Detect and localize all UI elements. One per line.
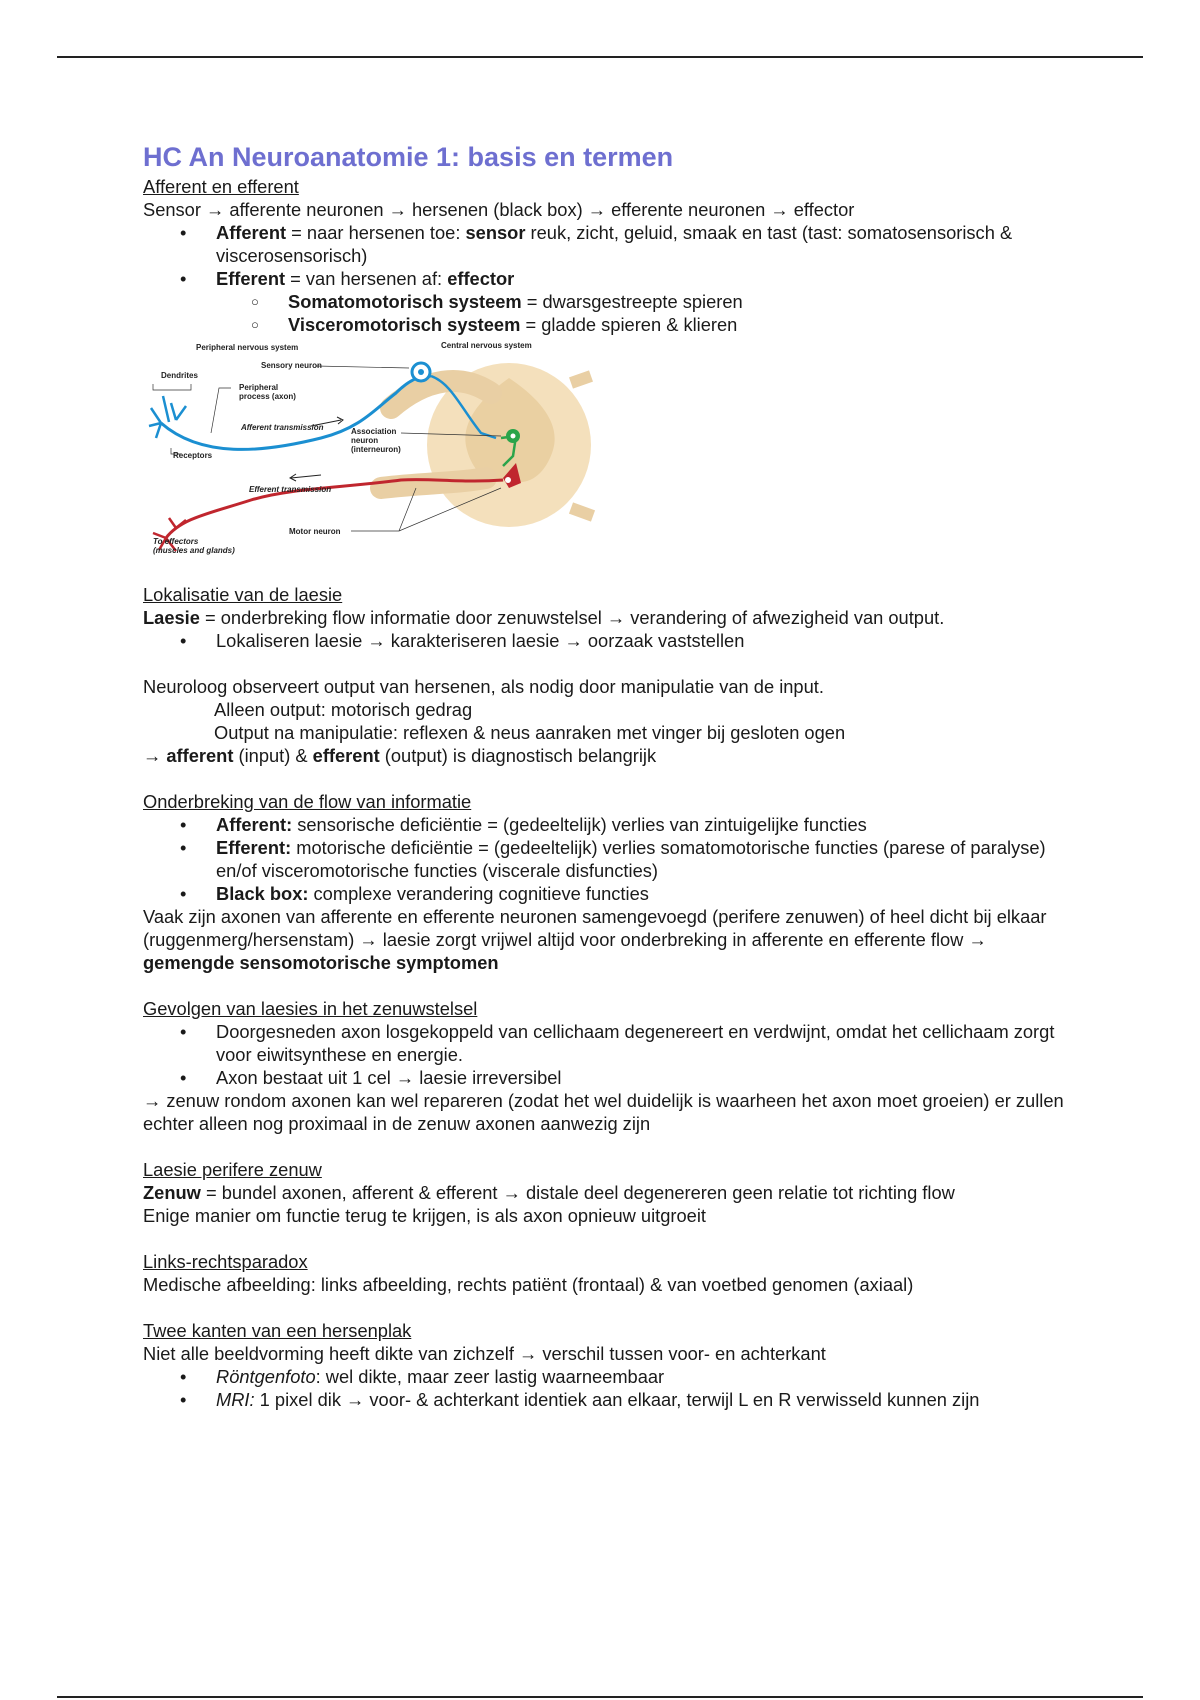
- hersenplak-list: [143, 1365, 1073, 1411]
- label-pns: Peripheral nervous system: [196, 343, 299, 352]
- label-peripheral-1: Peripheral: [239, 383, 279, 392]
- text: = naar hersenen toe:: [286, 222, 466, 243]
- term-afferent: afferent: [166, 745, 234, 766]
- lokalisatie-list: [143, 629, 1073, 652]
- section-heading-perifere-zenuw: Laesie perifere zenuw: [143, 1159, 322, 1180]
- paragraph: [143, 744, 1073, 767]
- nervous-system-diagram: [141, 338, 596, 573]
- term-sensor: sensor: [465, 222, 526, 243]
- top-rule: [57, 56, 1143, 58]
- laesie-definition: [143, 606, 1073, 629]
- list-item: • Doorgesneden axon losgekoppeld van cellichaam degenereert en verdwijnt, omdat het cellichaam zorgt voor eiwitsynthese en energie.: [143, 1020, 1073, 1066]
- term-rontgenfoto: Röntgenfoto: [216, 1366, 316, 1387]
- term-laesie: Laesie: [143, 607, 200, 628]
- spacer: [143, 1135, 1073, 1158]
- text: = dwarsgestreepte spieren: [521, 291, 743, 312]
- label-effectors-1: To effectors: [153, 537, 199, 546]
- text: = bundel axonen, afferent & efferent → distale deel degenereren geen relatie tot richting flow: [200, 1182, 955, 1203]
- term-gemengde-symptomen: gemengde sensomotorische symptomen: [143, 952, 499, 973]
- efferent-arrow: [291, 475, 321, 478]
- arrow-text: →: [143, 745, 167, 766]
- label-peripheral-2: process (axon): [239, 392, 296, 401]
- list-item: [143, 221, 1073, 267]
- list-item: • Axon bestaat uit 1 cel → laesie irreversibel: [143, 1066, 1073, 1089]
- text: : wel dikte, maar zeer lastig waarneembaar: [315, 1366, 665, 1387]
- label-association-1: Association: [351, 427, 397, 436]
- term-efferent: Efferent:: [216, 837, 292, 858]
- label-sensory-neuron: Sensory neuron: [261, 361, 322, 370]
- list-item: [143, 836, 1073, 882]
- list-item: [143, 267, 1073, 290]
- leader-sensory: [316, 366, 409, 368]
- list-item: [143, 1388, 1073, 1411]
- text: complexe verandering cognitieve functies: [308, 883, 649, 904]
- paragraph: → zenuw rondom axonen kan wel repareren (zodat het wel duidelijk is waarheen het axon moet groeien) er zullen echter alleen nog proximaal in de zenuw axonen aanwezig zijn: [143, 1090, 1064, 1134]
- term-visceromotorisch: Visceromotorisch systeem: [288, 314, 521, 335]
- term-black-box: Black box:: [216, 883, 309, 904]
- section-heading-gevolgen: Gevolgen van laesies in het zenuwstelsel: [143, 998, 478, 1019]
- onderbreking-list: [143, 813, 1073, 905]
- page-title: HC An Neuroanatomie 1: basis en termen: [143, 142, 674, 172]
- label-afferent-transmission: Afferent transmission: [241, 423, 324, 432]
- paragraph: Medische afbeelding: links afbeelding, rechts patiënt (frontaal) & van voetbed genomen (axiaal): [143, 1274, 914, 1295]
- label-receptors: Receptors: [173, 451, 213, 460]
- spacer: [143, 1227, 1073, 1250]
- text: (input) &: [233, 745, 313, 766]
- term-efferent: Efferent: [216, 268, 286, 289]
- paragraph-indent: Output na manipulatie: reflexen & neus aanraken met vinger bij gesloten ogen: [214, 722, 846, 743]
- label-cns: Central nervous system: [441, 341, 532, 350]
- interneuron-nucleus: [511, 434, 516, 439]
- sensory-neuron-nucleus: [418, 369, 424, 375]
- section-heading-onderbreking: Onderbreking van de flow van informatie: [143, 791, 472, 812]
- label-dendrites: Dendrites: [161, 371, 198, 380]
- term-zenuw: Zenuw: [143, 1182, 201, 1203]
- spacer: [143, 767, 1073, 790]
- leader-peripheral: [211, 388, 231, 433]
- list-item: • Lokaliseren laesie → karakteriseren laesie → oorzaak vaststellen: [143, 629, 1073, 652]
- afferent-efferent-list: [143, 221, 1073, 290]
- list-item: [143, 813, 1073, 836]
- section-heading-hersenplak: Twee kanten van een hersenplak: [143, 1320, 412, 1341]
- text: sensorische deficiëntie = (gedeeltelijk) verlies van zintuigelijke functies: [292, 814, 867, 835]
- list-item: [143, 882, 1073, 905]
- paragraph: Enige manier om functie terug te krijgen, is als axon opnieuw uitgroeit: [143, 1205, 706, 1226]
- term-mri: MRI:: [216, 1389, 255, 1410]
- label-motor-neuron: Motor neuron: [289, 527, 341, 536]
- term-afferent: Afferent:: [216, 814, 293, 835]
- paragraph-indent: Alleen output: motorisch gedrag: [214, 699, 473, 720]
- term-afferent: Afferent: [216, 222, 287, 243]
- term-somatomotorisch: Somatomotorisch systeem: [288, 291, 522, 312]
- spacer: [143, 652, 1073, 675]
- document-body: [143, 140, 1073, 1411]
- text: motorische deficiëntie = (gedeeltelijk) verlies somatomotorische functies (parese of paralyse) en/of visceromotorische functies (viscerale disfuncties): [216, 837, 1046, 881]
- list-item: [143, 290, 1073, 313]
- dendrites-shape: [149, 396, 186, 438]
- section-heading-links-rechts: Links-rechtsparadox: [143, 1251, 308, 1272]
- text: 1 pixel dik → voor- & achterkant identiek aan elkaar, terwijl L en R verwisseld kunnen zijn: [254, 1389, 980, 1410]
- list-item: [143, 313, 1073, 336]
- text: = onderbreking flow informatie door zenuwstelsel → verandering of afwezigheid van output.: [199, 607, 945, 628]
- diagram-svg: [141, 338, 596, 573]
- term-effector: effector: [447, 268, 515, 289]
- paragraph: [143, 905, 1073, 974]
- gevolgen-list: [143, 1020, 1073, 1089]
- text: Vaak zijn axonen van afferente en efferente neuronen samengevoegd (perifere zenuwen) of heel dicht bij elkaar (ruggenmerg/hersenstam) → laesie zorgt vrijwel altijd voor onderbreking in afferente en efferente flow →: [143, 906, 1047, 950]
- text: = gladde spieren & klieren: [520, 314, 738, 335]
- section-heading-lokalisatie: Lokalisatie van de laesie: [143, 584, 343, 605]
- label-association-2: neuron: [351, 436, 379, 445]
- bottom-rule: [57, 1696, 1143, 1698]
- text: reuk, zicht, geluid, smaak en tast (tast: somatosensorisch & viscerosensorisch): [216, 222, 1013, 266]
- spacer: [143, 1296, 1073, 1319]
- spacer: [143, 974, 1073, 997]
- flow-line: Sensor → afferente neuronen → hersenen (black box) → efferente neuronen → effector: [143, 199, 855, 220]
- list-item: [143, 1365, 1073, 1388]
- label-effectors-2: (muscles and glands): [153, 546, 235, 555]
- efferent-sublist: [143, 290, 1073, 336]
- term-efferent: efferent: [312, 745, 380, 766]
- text: = van hersenen af:: [285, 268, 448, 289]
- label-efferent-transmission: Efferent transmission: [249, 485, 332, 494]
- section-heading-afferent-efferent: Afferent en efferent: [143, 176, 299, 197]
- motor-neuron-nucleus: [505, 477, 511, 483]
- paragraph: Niet alle beeldvorming heeft dikte van zichzelf → verschil tussen voor- en achterkant: [143, 1343, 826, 1364]
- zenuw-definition: [143, 1181, 1073, 1204]
- label-association-3: (interneuron): [351, 445, 401, 454]
- leader-dendrites: [153, 384, 191, 390]
- text: (output) is diagnostisch belangrijk: [379, 745, 657, 766]
- paragraph: Neuroloog observeert output van hersenen, als nodig door manipulatie van de input.: [143, 676, 824, 697]
